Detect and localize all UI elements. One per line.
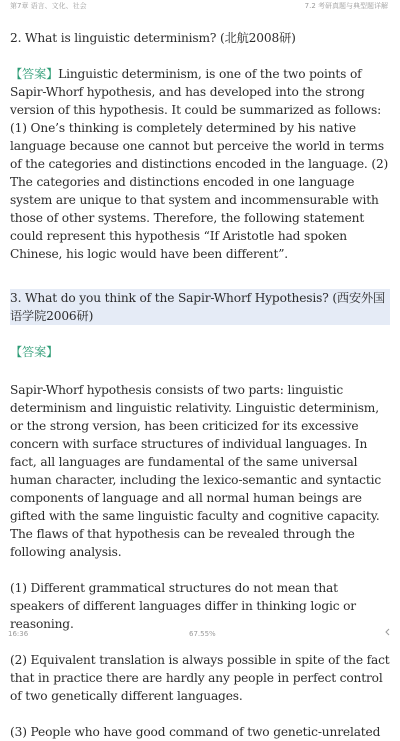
clock-time: 16:36: [8, 630, 29, 638]
question-2: 2. What is linguistic determinism? (北航2008研): [10, 31, 296, 45]
answer-3-item-3: (3) People who have good command of two genetic-unrelated: [10, 725, 381, 739]
answer-3-item-2: (2) Equivalent translation is always possible in spite of the fact that in practice there are hardly any people in perfect control of two genetically different languages.: [10, 653, 390, 703]
reader-header: [0, 0, 400, 12]
answer-2: [10, 65, 390, 263]
reading-progress: 67.55%: [189, 630, 216, 638]
back-arrow-icon[interactable]: [384, 628, 392, 640]
answer-tag: 【答案】: [10, 67, 59, 81]
answer-2-text: Linguistic determinism, is one of the two points of Sapir-Whorf hypothesis, and has developed into the strong version of this hypothesis. It could be summarized as follows: (1) One’s thinking is completely determined by his native language because one cannot but perceive the world in terms of the categories and distinctions encoded in the language. (2) The categories and distinctions encoded in one language system are unique to that system and incommensurable with those of other systems. Therefore, the following statement could represent this hypothesis “If Aristotle had spoken Chinese, his logic would have been different”.: [10, 67, 389, 261]
answer-tag: 【答案】: [10, 345, 59, 359]
chapter-title: 第7章 语言、文化、社会: [10, 2, 87, 10]
question-3-highlighted[interactable]: 3. What do you think of the Sapir-Whorf Hypothesis? (西安外国语学院2006研): [10, 289, 390, 325]
answer-3-item-1: (1) Different grammatical structures do not mean that speakers of different languages differ in thinking logic or reasoning.: [10, 581, 356, 631]
answer-3-text: Sapir-Whorf hypothesis consists of two parts: linguistic determinism and linguistic relativity. Linguistic determinism, or the strong version, has been criticized for its excessive concern with surface structures of individual languages. In fact, all languages are fundamental of the same universal human character, including the lexico-semantic and syntactic components of language and all normal human beings are gifted with the same linguistic faculty and cognitive capacity. The flaws of that hypothesis can be revealed through the following analysis.: [10, 383, 382, 559]
section-title: 7.2 考研真题与典型题详解: [304, 2, 388, 10]
reader-footer: [0, 628, 400, 640]
